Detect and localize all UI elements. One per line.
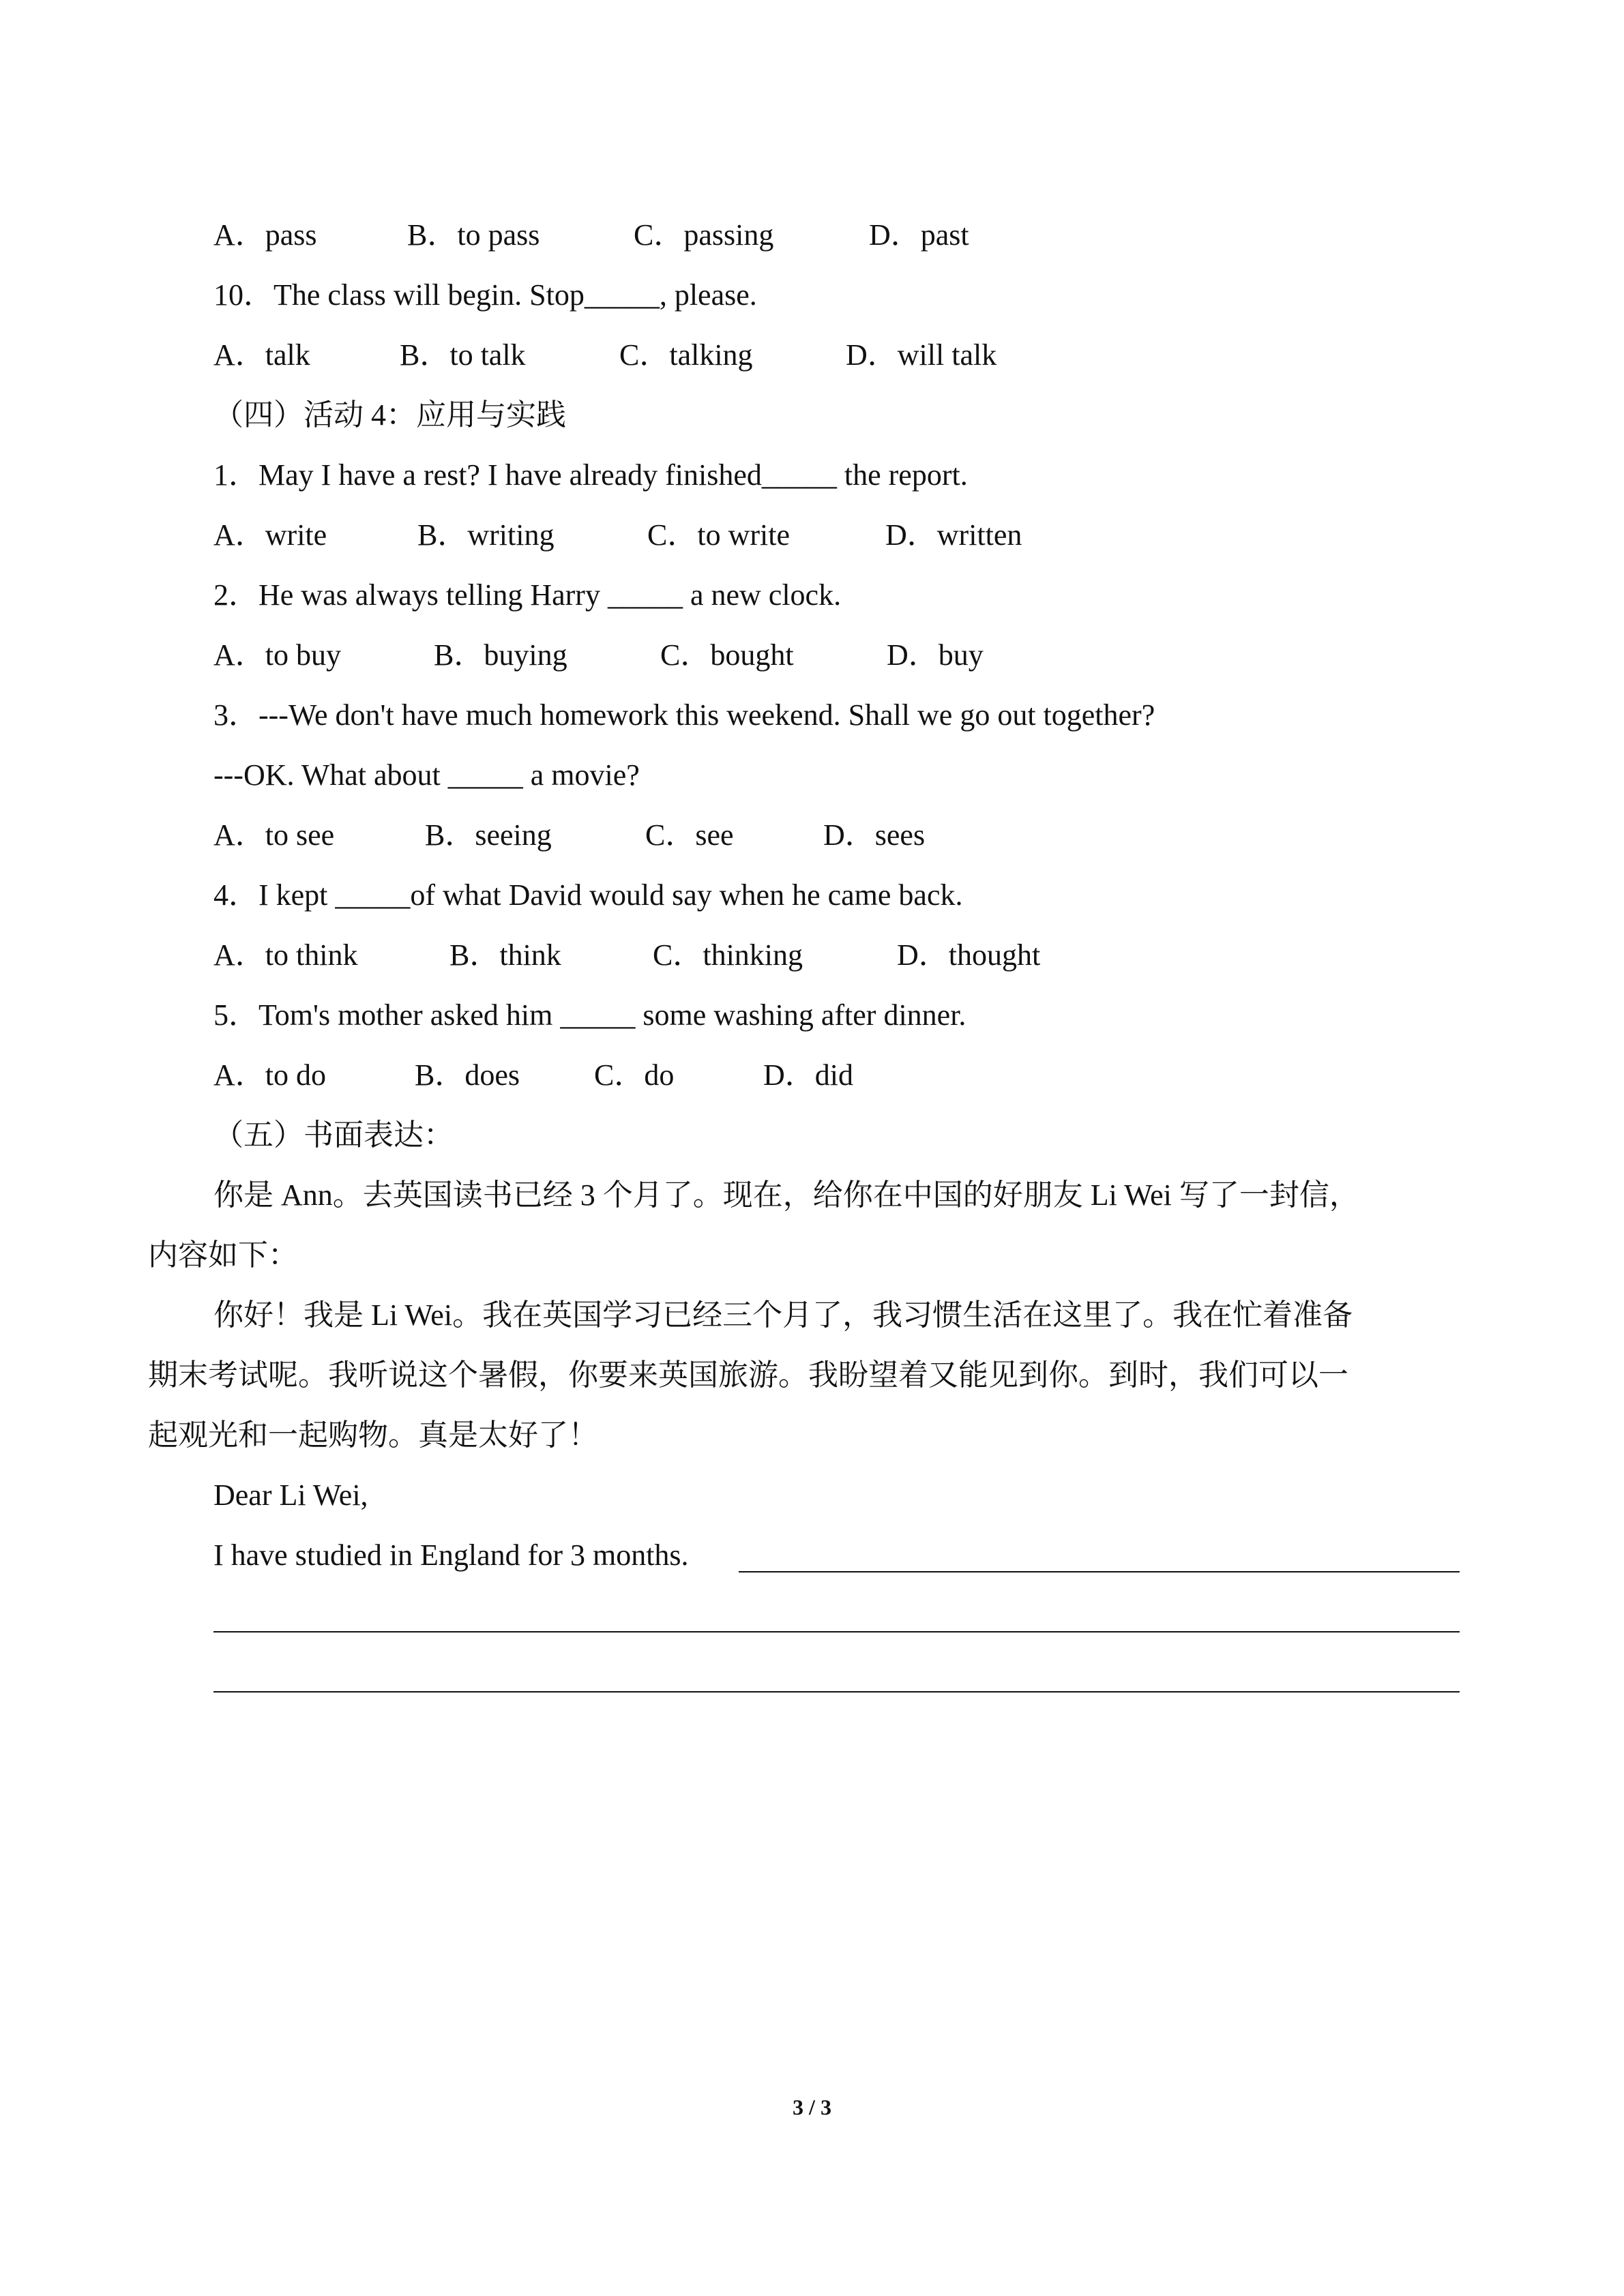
q9-option-b: B．to pass [407,218,540,252]
s4-q2-stem: 2．He was always telling Harry _____ a new clock. [213,578,842,612]
q10-stem: 10．The class will begin. Stop_____, please. [213,278,757,312]
letter-first-line: I have studied in England for 3 months. [213,1538,689,1572]
s4-q3-stem-reply: ---OK. What about _____ a movie? [213,758,640,792]
s4-q5-option-d: D．did [763,1058,853,1092]
q10-option-d: D．will talk [846,338,997,372]
s4-q2-option-b: B．buying [434,638,567,672]
s5-prompt-line-1: 你是 Ann。去英国读书已经 3 个月了。现在，给你在中国的好朋友 Li Wei 写了一封信， [213,1178,1359,1212]
s5-content-line-1: 你好！我是 Li Wei。我在英国学习已经三个月了，我习惯生活在这里了。我在忙着准备 [213,1298,1353,1332]
section4-heading: （四）活动 4：应用与实践 [213,398,566,432]
s4-q3-option-b: B．seeing [425,818,552,852]
s4-q3-option-d: D．sees [823,818,926,852]
q10-option-b: B．to talk [400,338,526,372]
s4-q5-option-b: B．does [415,1058,520,1092]
q9-option-a: A．pass [213,218,317,252]
s4-q4-option-c: C．thinking [653,938,803,972]
s4-q2-option-a: A．to buy [213,638,341,672]
s4-q4-option-d: D．thought [897,938,1041,972]
section5-heading: （五）书面表达： [213,1118,454,1152]
s4-q4-option-b: B．think [449,938,561,972]
s4-q5-option-c: C．do [594,1058,675,1092]
q10-option-a: A．talk [213,338,310,372]
s4-q1-stem: 1．May I have a rest? I have already finished_____ the report. [213,458,968,492]
writing-line-1[interactable] [739,1571,1460,1572]
s5-prompt-line-2: 内容如下： [148,1238,298,1272]
s4-q3-option-a: A．to see [213,818,335,852]
q9-option-c: C．passing [634,218,774,252]
s4-q1-option-a: A．write [213,518,327,552]
s4-q3-stem: 3．---We don't have much homework this weekend. Shall we go out together? [213,698,1155,732]
s4-q4-stem: 4．I kept _____of what David would say when he came back. [213,878,963,912]
s5-content-line-2: 期末考试呢。我听说这个暑假，你要来英国旅游。我盼望着又能见到你。到时，我们可以一 [148,1358,1348,1392]
s4-q4-option-a: A．to think [213,938,358,972]
q10-option-c: C．talking [619,338,753,372]
s4-q2-option-d: D．buy [887,638,984,672]
s5-content-line-3: 起观光和一起购物。真是太好了！ [148,1418,598,1452]
page-number: 3 / 3 [793,2095,831,2119]
q9-option-d: D．past [869,218,969,252]
s4-q2-option-c: C．bought [660,638,794,672]
s4-q3-option-c: C．see [645,818,734,852]
writing-line-2[interactable] [213,1631,1460,1632]
letter-greeting: Dear Li Wei, [213,1478,368,1512]
writing-line-3[interactable] [213,1691,1460,1693]
s4-q5-stem: 5．Tom's mother asked him _____ some washing after dinner. [213,998,966,1032]
s4-q1-option-c: C．to write [647,518,790,552]
s4-q1-option-b: B．writing [417,518,555,552]
s4-q1-option-d: D．written [885,518,1022,552]
s4-q5-option-a: A．to do [213,1058,326,1092]
